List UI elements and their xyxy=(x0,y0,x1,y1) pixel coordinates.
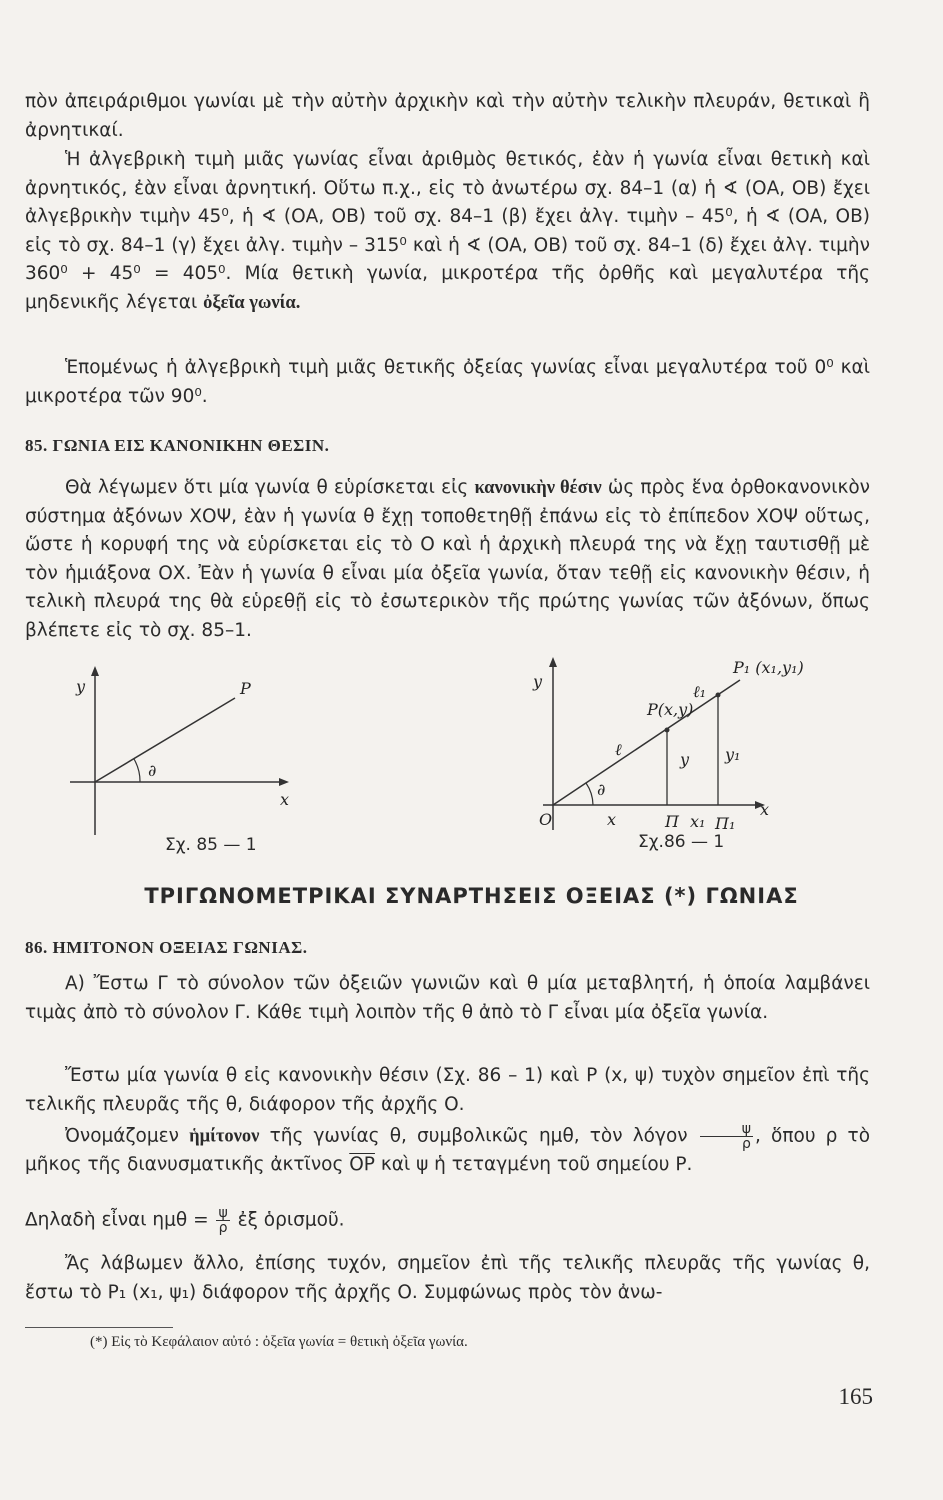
paragraph-1: πὸν ἀπειράριθμοι γωνίαι μὲ τὴν αὐτὴν ἀρχικὴν καὶ τὴν αὐτὴν τελικὴν πλευράν, θετικαὶ ἢ ἀρνητικαί. xyxy=(25,91,870,141)
label-x-segment: x xyxy=(607,810,617,829)
term-acute-angle: ὀξεῖα γωνία. xyxy=(203,292,301,313)
paragraph-8: Δηλαδὴ εἶναι ημθ = $\frac{\psi}{\rho}$ ἐξ ὁρισμοῦ. xyxy=(25,1205,345,1236)
section-85-heading: 85. ΓΩΝΙΑ ΕΙΣ ΚΑΝΟΝΙΚΗΝ ΘΕΣΙΝ. xyxy=(25,436,330,455)
paragraph-3: Ἑπομένως ἡ ἀλγεβρικὴ τιμὴ μιᾶς θετικῆς ὀξείας γωνίας εἶναι μεγαλυτέρα τοῦ 0⁰ καὶ μικροτέρα τῶν 90⁰. xyxy=(25,357,870,407)
y-arrow xyxy=(549,657,557,667)
label-y: y xyxy=(76,677,86,696)
label-Pxy: P(x,y) xyxy=(647,700,694,719)
term-sine: ἡμίτονον xyxy=(189,1126,260,1147)
label-y-ordinate: y xyxy=(680,750,690,769)
figure-85-1-caption: Σχ. 85 — 1 xyxy=(165,835,257,855)
fraction-psi-over-rho-2: $\frac{\psi}{\rho}$ xyxy=(218,1205,228,1236)
label-x: x xyxy=(280,790,290,809)
paragraph-5: Α) Ἔστω Γ τὸ σύνολον τῶν ὀξειῶν γωνιῶν καὶ θ μία μεταβλητή, ἡ ὁποία λαμβάνει τιμὰς ἀπὸ τὸ σύνολον Γ. Κάθε τιμὴ λοιπὸν τῆς θ ἀπὸ τὸ Γ εἶναι μία ὀξεῖα γωνία. xyxy=(25,973,870,1023)
page-number: 165 xyxy=(838,1384,873,1409)
y-arrow xyxy=(91,666,99,676)
terminal-side xyxy=(553,680,740,805)
angle-arc xyxy=(586,783,593,805)
figure-85-1 xyxy=(40,660,310,850)
fraction-psi-over-rho: $\frac{\psi}{\rho}$ xyxy=(700,1122,753,1151)
vector-OP: $\overline{OP}$ xyxy=(349,1154,375,1176)
label-Pi: Π xyxy=(665,812,679,831)
figure-86-1 xyxy=(525,655,804,855)
chapter-title: ΤΡΙΓΩΝΟΜΕΤΡΙΚΑΙ ΣΥΝΑΡΤΗΣΕΙΣ ΟΞΕΙΑΣ (*) ΓΩΝΙΑΣ xyxy=(144,884,799,908)
term-standard-position: κανονικὴν θέσιν xyxy=(474,478,602,498)
label-O: O xyxy=(539,810,553,829)
paragraph-7: Ὀνομάζομεν ἡμίτονον τῆς γωνίας θ, συμβολικῶς ημθ, τὸν λόγον $\frac{\psi}{\rho}$ , ὅπου ρ τὸ μῆκος τῆς διανυσματικῆς ἀκτῖνος $\overline{OP}$ καὶ ψ ἡ τεταγμένη τοῦ σημείου Ρ. xyxy=(25,1121,871,1176)
label-y: y xyxy=(533,672,543,691)
label-P1: P₁ (x₁,y₁) xyxy=(733,658,804,677)
point-P1 xyxy=(716,693,721,698)
angle-arc xyxy=(134,759,140,782)
figure-86-1-caption: Σχ.86 — 1 xyxy=(638,832,725,852)
terminal-side xyxy=(95,698,235,782)
point-P xyxy=(665,728,670,733)
label-rho1: ℓ₁ xyxy=(693,682,707,701)
paragraph-4: Θὰ λέγωμεν ὅτι μία γωνία θ εὑρίσκεται εἰς κανονικὴν θέσιν ὡς πρὸς ἕνα ὀρθοκανονικὸν σύστημα ἀξόνων ΧΟΨ, ἐὰν ἡ γωνία θ ἔχῃ τοποθετηθῇ ἐπάνω εἰς τὸ ἐπίπεδον ΧΟΨ οὕτως, ὥστε ἡ κορυφή της νὰ εὑρίσκεται εἰς τὸ Ο καὶ ἡ ἀρχικὴ πλευρά της νὰ ἔχῃ ταυτισθῇ μὲ τὸν ἡμιάξονα ΟΧ. Ἐὰν ἡ γωνία θ εἶναι μία ὀξεῖα γωνία, ὅταν τεθῇ εἰς κανονικὴν θέσιν, ἡ τελικὴ πλευρά της θὰ εὑρεθῇ εἰς τὸ ἐσωτερικὸν τῆς πρώτης γωνίας τῶν ἀξόνων, ὅπως βλέπετε εἰς τὸ σχ. 85–1. xyxy=(25,477,871,641)
label-x: x xyxy=(760,800,770,819)
label-rho: ℓ xyxy=(615,740,622,759)
label-P: P xyxy=(240,679,251,698)
footnote: (*) Εἰς τὸ Κεφάλαιον αὐτό : ὀξεῖα γωνία = θετικὴ ὀξεῖα γωνία. xyxy=(90,1334,468,1350)
section-86-heading: 86. ΗΜΙΤΟΝΟΝ ΟΞΕΙΑΣ ΓΩΝΙΑΣ. xyxy=(25,938,308,957)
label-y1: y₁ xyxy=(725,745,741,764)
paragraph-9: Ἄς λάβωμεν ἄλλο, ἐπίσης τυχόν, σημεῖον ἐπὶ τῆς τελικῆς πλευρᾶς τῆς γωνίας θ, ἔστω τὸ Ρ₁ (x₁, ψ₁) διάφορον τῆς ἀρχῆς Ο. Συμφώνως πρὸς τὸν ἀνω- xyxy=(25,1253,870,1303)
label-Pi1: Π₁ xyxy=(715,814,736,833)
label-theta: ∂ xyxy=(148,761,157,780)
footnote-rule xyxy=(25,1327,173,1328)
label-x1: x₁ xyxy=(690,812,706,831)
paragraph-6: Ἔστω μία γωνία θ εἰς κανονικὴν θέσιν (Σχ. 86 – 1) καὶ Ρ (x, ψ) τυχὸν σημεῖον ἐπὶ τῆς τελικῆς πλευρᾶς τῆς θ, διάφορον τῆς ἀρχῆς Ο. xyxy=(25,1065,870,1115)
label-theta: ∂ xyxy=(597,780,606,799)
x-arrow xyxy=(279,778,289,786)
paragraph-2: Ἡ ἀλγεβρικὴ τιμὴ μιᾶς γωνίας εἶναι ἀριθμὸς θετικός, ἐὰν ἡ γωνία εἶναι θετικὴ καὶ ἀρνητικός, ἐὰν εἶναι ἀρνητική. Οὕτω π.χ., εἰς τὸ ἀνωτέρω σχ. 84–1 (α) ἡ ∢ (ΟΑ, ΟΒ) ἔχει ἀλγεβρικὴν τιμὴν 45⁰, ἡ ∢ (ΟΑ, ΟΒ) τοῦ σχ. 84–1 (β) ἔχει ἀλγ. τιμὴν – 45⁰, ἡ ∢ (ΟΑ, ΟΒ) εἰς τὸ σχ. 84–1 (γ) ἔχει ἀλγ. τιμὴν – 315⁰ καὶ ἡ ∢ (ΟΑ, ΟΒ) τοῦ σχ. 84–1 (δ) ἔχει ἀλγ. τιμὴν 360⁰ + 45⁰ = 405⁰. Μία θετικὴ γωνία, μικροτέρα τῆς ὀρθῆς καὶ μεγαλυτέρα τῆς μηδενικῆς λέγεται ὀξεῖα γωνία. xyxy=(25,149,870,313)
